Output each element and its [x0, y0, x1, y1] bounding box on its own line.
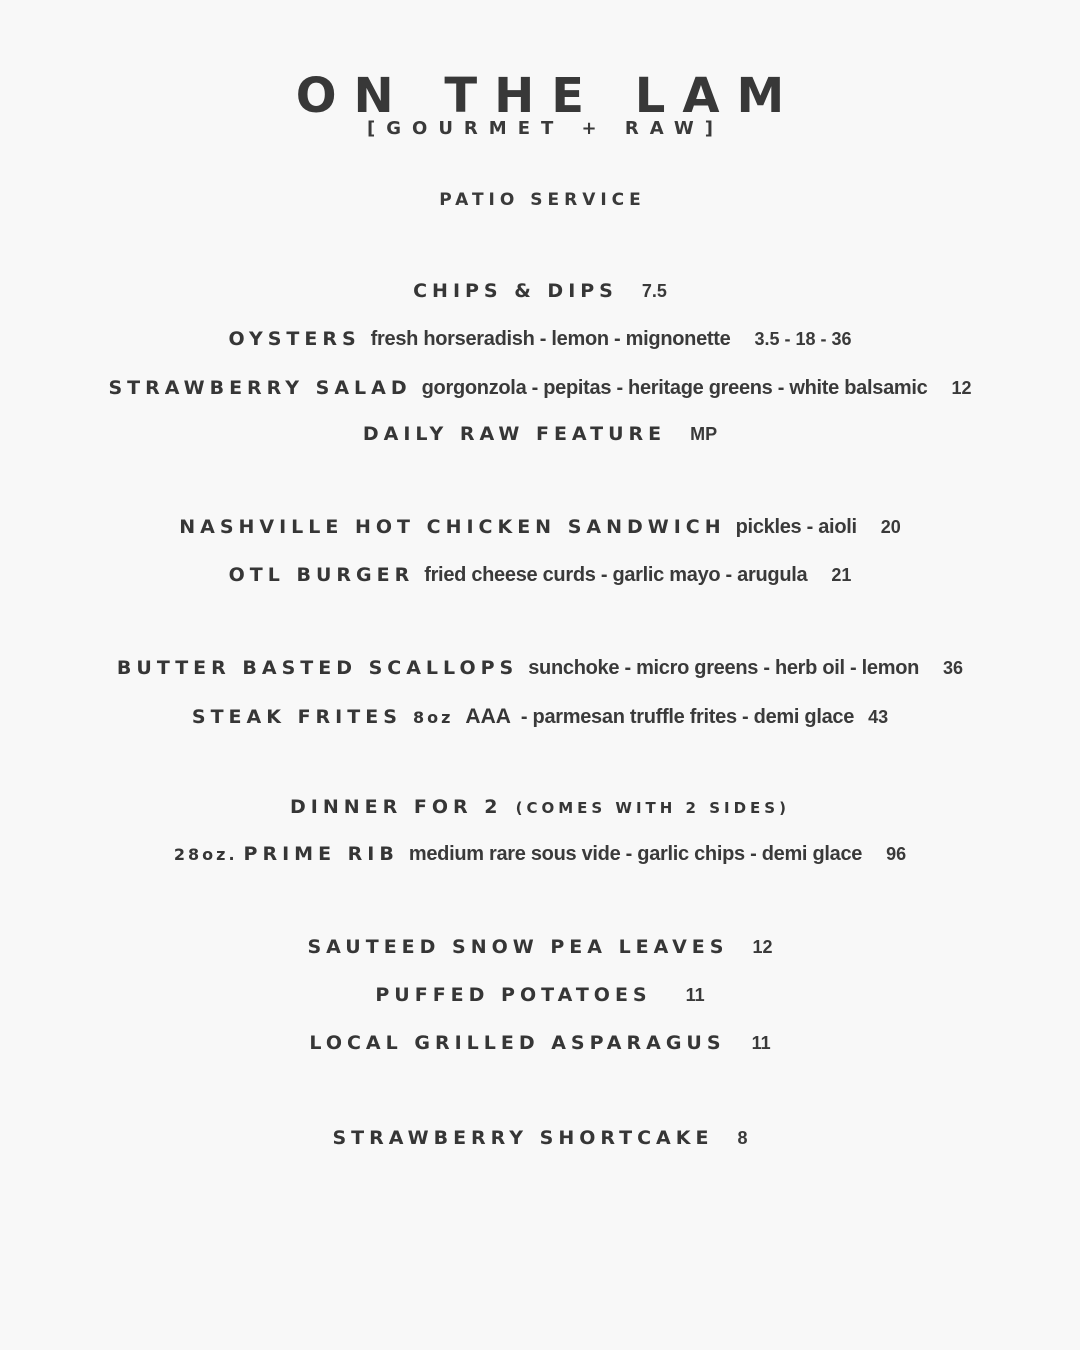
item-description: - parmesan truffle frites - demi glace	[520, 706, 855, 728]
item-name: DAILY RAW FEATURE	[362, 423, 667, 445]
item-price: MP	[690, 424, 718, 444]
item-price: 3.5 - 18 - 36	[754, 329, 852, 349]
menu-item-snow-pea	[0, 932, 1080, 963]
item-price: 7.5	[641, 281, 667, 301]
item-name: NASHVILLE HOT CHICKEN SANDWICH	[179, 516, 726, 538]
item-name: LOCAL GRILLED ASPARAGUS	[309, 1032, 726, 1054]
item-price: 12	[951, 378, 972, 398]
restaurant-subtitle: [GOURMET + RAW]	[367, 118, 724, 139]
item-name: SAUTEED SNOW PEA LEAVES	[307, 936, 729, 958]
menu-item-asparagus	[0, 1028, 1080, 1059]
restaurant-title: ON THE LAM	[295, 68, 802, 124]
item-price: 43	[868, 707, 889, 727]
dinner-for-two-note: (COMES WITH 2 SIDES)	[515, 799, 790, 817]
item-name: PUFFED POTATOES	[375, 984, 652, 1006]
item-price: 11	[685, 985, 705, 1005]
menu-item-scallops	[0, 653, 1080, 684]
item-description: fresh horseradish - lemon - mignonette	[370, 328, 731, 350]
item-name: CHIPS & DIPS	[413, 280, 618, 302]
menu-item-steak	[0, 702, 1080, 733]
item-description: medium rare sous vide - garlic chips - demi glace	[408, 843, 863, 865]
service-label: PATIO SERVICE	[439, 190, 646, 210]
item-price: 12	[752, 937, 773, 957]
menu-item-potatoes	[0, 980, 1080, 1011]
item-description: fried cheese curds - garlic mayo - arugula	[424, 564, 808, 586]
menu-item-raw-feature	[0, 419, 1080, 450]
item-price: 21	[831, 565, 852, 585]
item-size: 8oz	[412, 708, 454, 727]
item-name: OYSTERS	[228, 328, 361, 350]
item-name: BUTTER BASTED SCALLOPS	[116, 657, 519, 679]
item-price: 96	[886, 844, 907, 864]
menu-item-prime-rib	[0, 839, 1080, 870]
menu-item-burger	[0, 560, 1080, 591]
item-price: 11	[751, 1033, 771, 1053]
item-description: sunchoke - micro greens - herb oil - lemon	[528, 657, 920, 679]
dinner-for-two-heading	[0, 792, 1080, 823]
item-name: STRAWBERRY SALAD	[108, 377, 412, 399]
menu-item-chicken	[0, 512, 1080, 543]
menu-item-chips	[0, 276, 1080, 307]
item-name: OTL BURGER	[228, 564, 415, 586]
item-grade: AAA	[465, 705, 511, 728]
menu-item-shortcake	[0, 1123, 1080, 1154]
menu-item-oysters	[0, 324, 1080, 355]
item-price: 20	[880, 517, 901, 537]
dinner-for-two-label: DINNER FOR 2	[290, 796, 503, 818]
item-description: pickles - aioli	[735, 516, 857, 538]
item-name: STEAK FRITES	[191, 706, 402, 728]
menu-item-salad	[0, 373, 1080, 404]
item-name: STRAWBERRY SHORTCAKE	[332, 1127, 714, 1149]
item-description: gorgonzola - pepitas - heritage greens - white balsamic	[421, 377, 928, 399]
item-price: 8	[737, 1128, 748, 1148]
item-size: 28oz.	[173, 845, 238, 864]
item-price: 36	[943, 658, 964, 678]
item-name: PRIME RIB	[243, 843, 399, 865]
